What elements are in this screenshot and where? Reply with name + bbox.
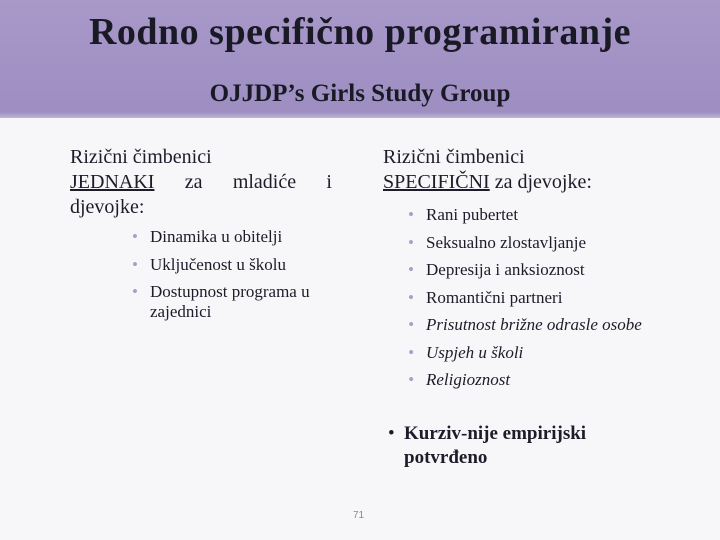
left-heading-underlined: JEDNAKI: [70, 171, 155, 193]
slide-title: Rodno specifično programiranje: [88, 11, 632, 53]
list-item: • Rani pubertet: [404, 201, 704, 229]
left-heading-post: za mladiće i djevojke:: [70, 171, 332, 218]
right-column-heading: [383, 145, 683, 195]
left-column-heading: [70, 145, 332, 220]
right-heading-pre: Rizični čimbenici: [383, 146, 525, 168]
header-band: [0, 0, 720, 118]
list-item-italic: • Prisutnost brižne odrasle osobe: [404, 311, 704, 339]
right-bullet-list: [404, 201, 704, 394]
right-heading-post: za djevojke:: [489, 171, 592, 193]
list-item: • Uključenost u školu: [128, 254, 338, 276]
list-item: • Dostupnost programa u zajednici: [128, 282, 338, 322]
left-bullet-list: [128, 226, 338, 328]
list-item: • Seksualno zlostavljanje: [404, 229, 704, 257]
footnote: [388, 422, 664, 470]
slide-subtitle: OJJDP’s Girls Study Group: [209, 80, 511, 107]
list-item: • Dinamika u obitelji: [128, 226, 338, 248]
list-item: • Depresija i anksioznost: [404, 256, 704, 284]
list-item-italic: • Uspjeh u školi: [404, 339, 704, 367]
bullet-icon: •: [388, 423, 395, 444]
list-item: • Romantični partneri: [404, 284, 704, 312]
page-number: 71: [353, 510, 365, 521]
list-item-italic: • Religioznost: [404, 366, 704, 394]
left-heading-pre: Rizični čimbenici: [70, 146, 212, 168]
right-heading-underlined: SPECIFIČNI: [383, 171, 490, 193]
footnote-text: Kurziv-nije empirijski potvrđeno: [404, 423, 587, 468]
